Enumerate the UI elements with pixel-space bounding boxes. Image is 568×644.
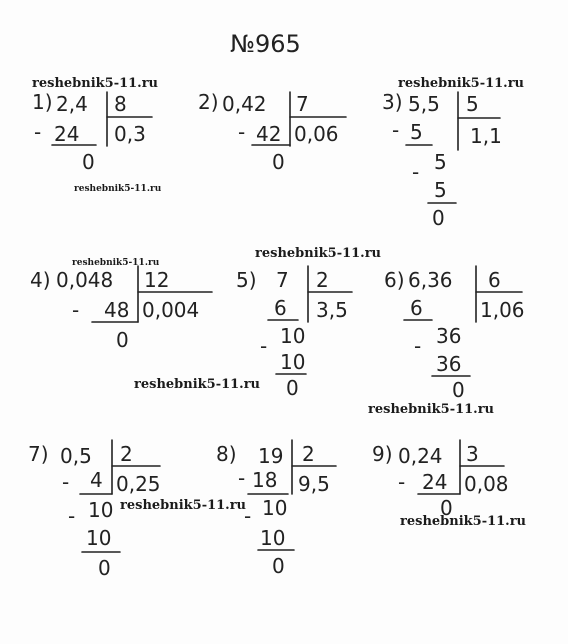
page-title: №965	[230, 30, 301, 58]
subtrahend: 42	[256, 122, 282, 146]
problem-label: 1)	[32, 90, 53, 114]
dividend: 0,5	[60, 444, 92, 468]
divisor: 2	[120, 442, 133, 466]
watermark: reshebnik5-11.ru	[398, 76, 525, 91]
remainder: 0	[82, 150, 95, 174]
minus-sign: -	[238, 466, 246, 490]
watermark: reshebnik5-11.ru	[74, 184, 162, 194]
quotient: 0,3	[114, 122, 146, 146]
remainder: 0	[452, 378, 465, 402]
watermark: reshebnik5-11.ru	[368, 402, 495, 417]
subtrahend: 5	[434, 178, 447, 202]
dividend: 6,36	[408, 268, 453, 292]
subtrahend: 18	[252, 468, 278, 492]
minus-sign: -	[398, 470, 406, 494]
quotient: 0,25	[116, 472, 161, 496]
minus-sign: -	[62, 470, 70, 494]
dividend: 19	[258, 444, 284, 468]
dividend: 5,5	[408, 92, 440, 116]
divisor: 8	[114, 92, 127, 116]
remainder: 0	[116, 328, 129, 352]
quotient: 3,5	[316, 298, 348, 322]
partial-dividend: 10	[262, 496, 288, 520]
watermark: reshebnik5-11.ru	[255, 246, 382, 261]
subtrahend: 6	[274, 296, 287, 320]
quotient: 9,5	[298, 472, 330, 496]
remainder: 0	[272, 554, 285, 578]
problem-label: 7)	[28, 442, 49, 466]
watermark: reshebnik5-11.ru	[400, 514, 527, 529]
problem-label: 5)	[236, 268, 257, 292]
quotient: 0,06	[294, 122, 339, 146]
minus-sign: -	[68, 504, 76, 528]
quotient: 1,1	[470, 124, 502, 148]
minus-sign: -	[244, 504, 252, 528]
remainder: 0	[286, 376, 299, 400]
watermark: reshebnik5-11.ru	[120, 498, 247, 513]
partial-dividend: 10	[280, 324, 306, 348]
dividend: 0,048	[56, 268, 114, 292]
minus-sign: -	[238, 120, 246, 144]
subtrahend: 24	[54, 122, 80, 146]
watermark: reshebnik5-11.ru	[134, 377, 261, 392]
dividend: 0,24	[398, 444, 443, 468]
minus-sign: -	[260, 334, 268, 358]
minus-sign: -	[392, 118, 400, 142]
partial-dividend: 10	[88, 498, 114, 522]
subtrahend: 5	[410, 120, 423, 144]
quotient: 0,08	[464, 472, 509, 496]
problem-label: 6)	[384, 268, 405, 292]
subtrahend: 4	[90, 468, 103, 492]
subtrahend: 48	[104, 298, 130, 322]
remainder: 0	[440, 496, 453, 520]
minus-sign: -	[34, 120, 42, 144]
divisor: 7	[296, 92, 309, 116]
minus-sign: -	[414, 334, 422, 358]
partial-dividend: 5	[434, 150, 447, 174]
subtrahend: 10	[260, 526, 286, 550]
problem-label: 9)	[372, 442, 393, 466]
divisor: 6	[488, 268, 501, 292]
divisor: 5	[466, 92, 479, 116]
minus-sign: -	[72, 298, 80, 322]
watermark: reshebnik5-11.ru	[32, 76, 159, 91]
watermark: reshebnik5-11.ru	[72, 258, 160, 268]
subtrahend: 10	[280, 350, 306, 374]
problem-label: 3)	[382, 90, 403, 114]
divisor: 2	[302, 442, 315, 466]
subtrahend: 10	[86, 526, 112, 550]
dividend: 2,4	[56, 92, 88, 116]
divisor: 3	[466, 442, 479, 466]
problem-label: 2)	[198, 90, 219, 114]
problem-label: 4)	[30, 268, 51, 292]
subtrahend: 6	[410, 296, 423, 320]
subtrahend: 24	[422, 470, 448, 494]
quotient: 1,06	[480, 298, 525, 322]
subtrahend: 36	[436, 352, 462, 376]
partial-dividend: 36	[436, 324, 462, 348]
dividend: 7	[276, 268, 289, 292]
divisor: 12	[144, 268, 170, 292]
minus-sign: -	[412, 160, 420, 184]
divisor: 2	[316, 268, 329, 292]
remainder: 0	[272, 150, 285, 174]
quotient: 0,004	[142, 298, 200, 322]
dividend: 0,42	[222, 92, 267, 116]
remainder: 0	[98, 556, 111, 580]
remainder: 0	[432, 206, 445, 230]
problem-label: 8)	[216, 442, 237, 466]
